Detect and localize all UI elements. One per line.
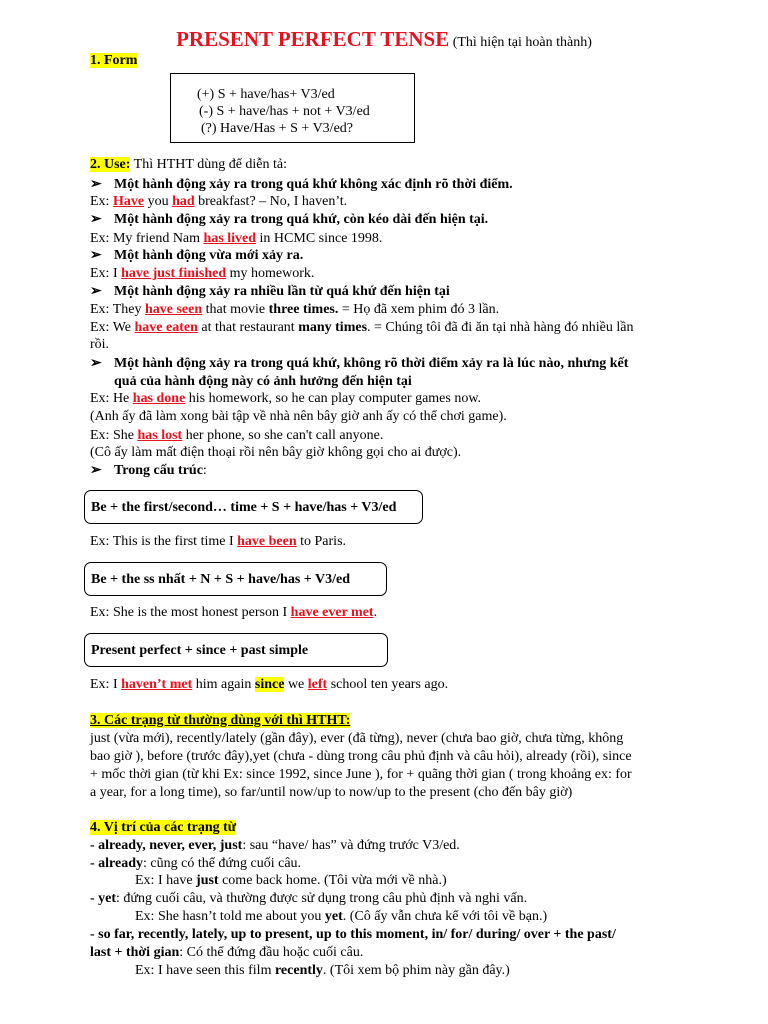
- use-example-6: Ex: He has done his homework, so he can play computer games now.: [90, 391, 482, 406]
- use-bullet-6: ➢ Trong cấu trúc:: [90, 463, 207, 478]
- use-example-4: Ex: They have seen that movie three times. = Họ đã xem phim đó 3 lần.: [90, 302, 500, 317]
- form-negative: (-) S + have/has + not + V3/ed: [199, 104, 370, 119]
- structure-box-3: Present perfect + since + past simple: [84, 633, 388, 667]
- use-example-2: Ex: My friend Nam has lived in HCMC since 1998.: [90, 231, 383, 246]
- adverbs-line-2: bao giờ ), before (trước đây),yet (chưa - dùng trong câu phủ định và câu hỏi), already (rồi), since: [90, 749, 632, 764]
- arrow-bullet-icon: ➢: [90, 212, 102, 227]
- use-bullet-5-cont: quả của hành động này có ảnh hưởng đến hiện tại: [114, 374, 412, 389]
- use-example-7: Ex: She has lost her phone, so she can't call anyone.: [90, 428, 384, 443]
- title-main: PRESENT PERFECT TENSE: [176, 27, 450, 51]
- arrow-bullet-icon: ➢: [90, 356, 102, 371]
- positions-heading: 4. Vị trí của các trạng từ: [90, 820, 237, 835]
- arrow-bullet-icon: ➢: [90, 463, 102, 478]
- use-example-5: Ex: We have eaten at that restaurant many times. = Chúng tôi đã đi ăn tại nhà hàng đó nhiều lần: [90, 320, 634, 335]
- form-positive: (+) S + have/has+ V3/ed: [197, 87, 335, 102]
- position-4-cont: last + thời gian: Có thể đứng đầu hoặc cuối câu.: [90, 945, 364, 960]
- position-2: - already: cũng có thể đứng cuối câu.: [90, 856, 302, 871]
- position-3-example: Ex: She hasn’t told me about you yet. (Cô ấy vẫn chưa kể với tôi về bạn.): [135, 909, 548, 924]
- use-bullet-5: ➢ Một hành động xảy ra trong quá khứ, không rõ thời điểm xảy ra là lúc nào, nhưng kết: [90, 356, 629, 371]
- adverbs-line-3: + mốc thời gian (từ khi Ex: since 1992, since June ), for + quãng thời gian ( trong khoảng ex: for: [90, 767, 632, 782]
- arrow-bullet-icon: ➢: [90, 177, 102, 192]
- position-2-example: Ex: I have just come back home. (Tôi vừa mới về nhà.): [135, 873, 447, 888]
- use-bullet-1: ➢ Một hành động xảy ra trong quá khứ không xác định rõ thời điểm.: [90, 177, 513, 192]
- form-heading: 1. Form: [90, 53, 138, 68]
- use-bullet-2: ➢ Một hành động xảy ra trong quá khứ, còn kéo dài đến hiện tại.: [90, 212, 489, 227]
- use-bullet-4: ➢ Một hành động xảy ra nhiều lần từ quá khứ đến hiện tại: [90, 284, 450, 299]
- adverbs-line-4: a year, for a long time), so far/until now/up to now/up to the present (cho đến bây giờ): [90, 785, 573, 800]
- use-example-1: Ex: Have you had breakfast? – No, I haven’t.: [90, 194, 348, 209]
- structure-box-2: Be + the ss nhất + N + S + have/has + V3/ed: [84, 562, 387, 596]
- use-heading: 2. Use: Thì HTHT dùng để diễn tả:: [90, 157, 288, 172]
- position-4-example: Ex: I have seen this film recently. (Tôi xem bộ phim này gần đây.): [135, 963, 510, 978]
- adverbs-heading: 3. Các trạng từ thường dùng với thì HTHT:: [90, 713, 351, 728]
- use-bullet-3: ➢ Một hành động vừa mới xảy ra.: [90, 248, 304, 263]
- structure-box-1: Be + the first/second… time + S + have/has + V3/ed: [84, 490, 423, 524]
- structure-example-3: Ex: I haven’t met him again since we left school ten years ago.: [90, 677, 449, 692]
- structure-example-2: Ex: She is the most honest person I have ever met.: [90, 605, 378, 620]
- position-3: - yet: đứng cuối câu, và thường được sử dụng trong câu phủ định và nghi vấn.: [90, 891, 528, 906]
- use-example-6-translation: (Anh ấy đã làm xong bài tập về nhà nên bây giờ anh ấy có thể chơi game).: [90, 409, 507, 424]
- use-example-5-cont: rồi.: [90, 337, 110, 352]
- adverbs-line-1: just (vừa mới), recently/lately (gần đây), ever (đã từng), never (chưa bao giờ, chưa từng, không: [90, 731, 624, 746]
- use-example-7-translation: (Cô ấy làm mất điện thoại rồi nên bây giờ không gọi cho ai được).: [90, 445, 462, 460]
- structure-example-1: Ex: This is the first time I have been to Paris.: [90, 534, 347, 549]
- title-subtitle: (Thì hiện tại hoàn thành): [452, 35, 592, 50]
- page-title: [0, 27, 768, 52]
- arrow-bullet-icon: ➢: [90, 248, 102, 263]
- form-question: (?) Have/Has + S + V3/ed?: [201, 121, 353, 136]
- position-1: - already, never, ever, just: sau “have/ has” và đứng trước V3/ed.: [90, 838, 460, 853]
- form-box: [170, 73, 415, 143]
- use-example-3: Ex: I have just finished my homework.: [90, 266, 315, 281]
- position-4: - so far, recently, lately, up to present, up to this moment, in/ for/ during/ over + the past/: [90, 927, 616, 942]
- arrow-bullet-icon: ➢: [90, 284, 102, 299]
